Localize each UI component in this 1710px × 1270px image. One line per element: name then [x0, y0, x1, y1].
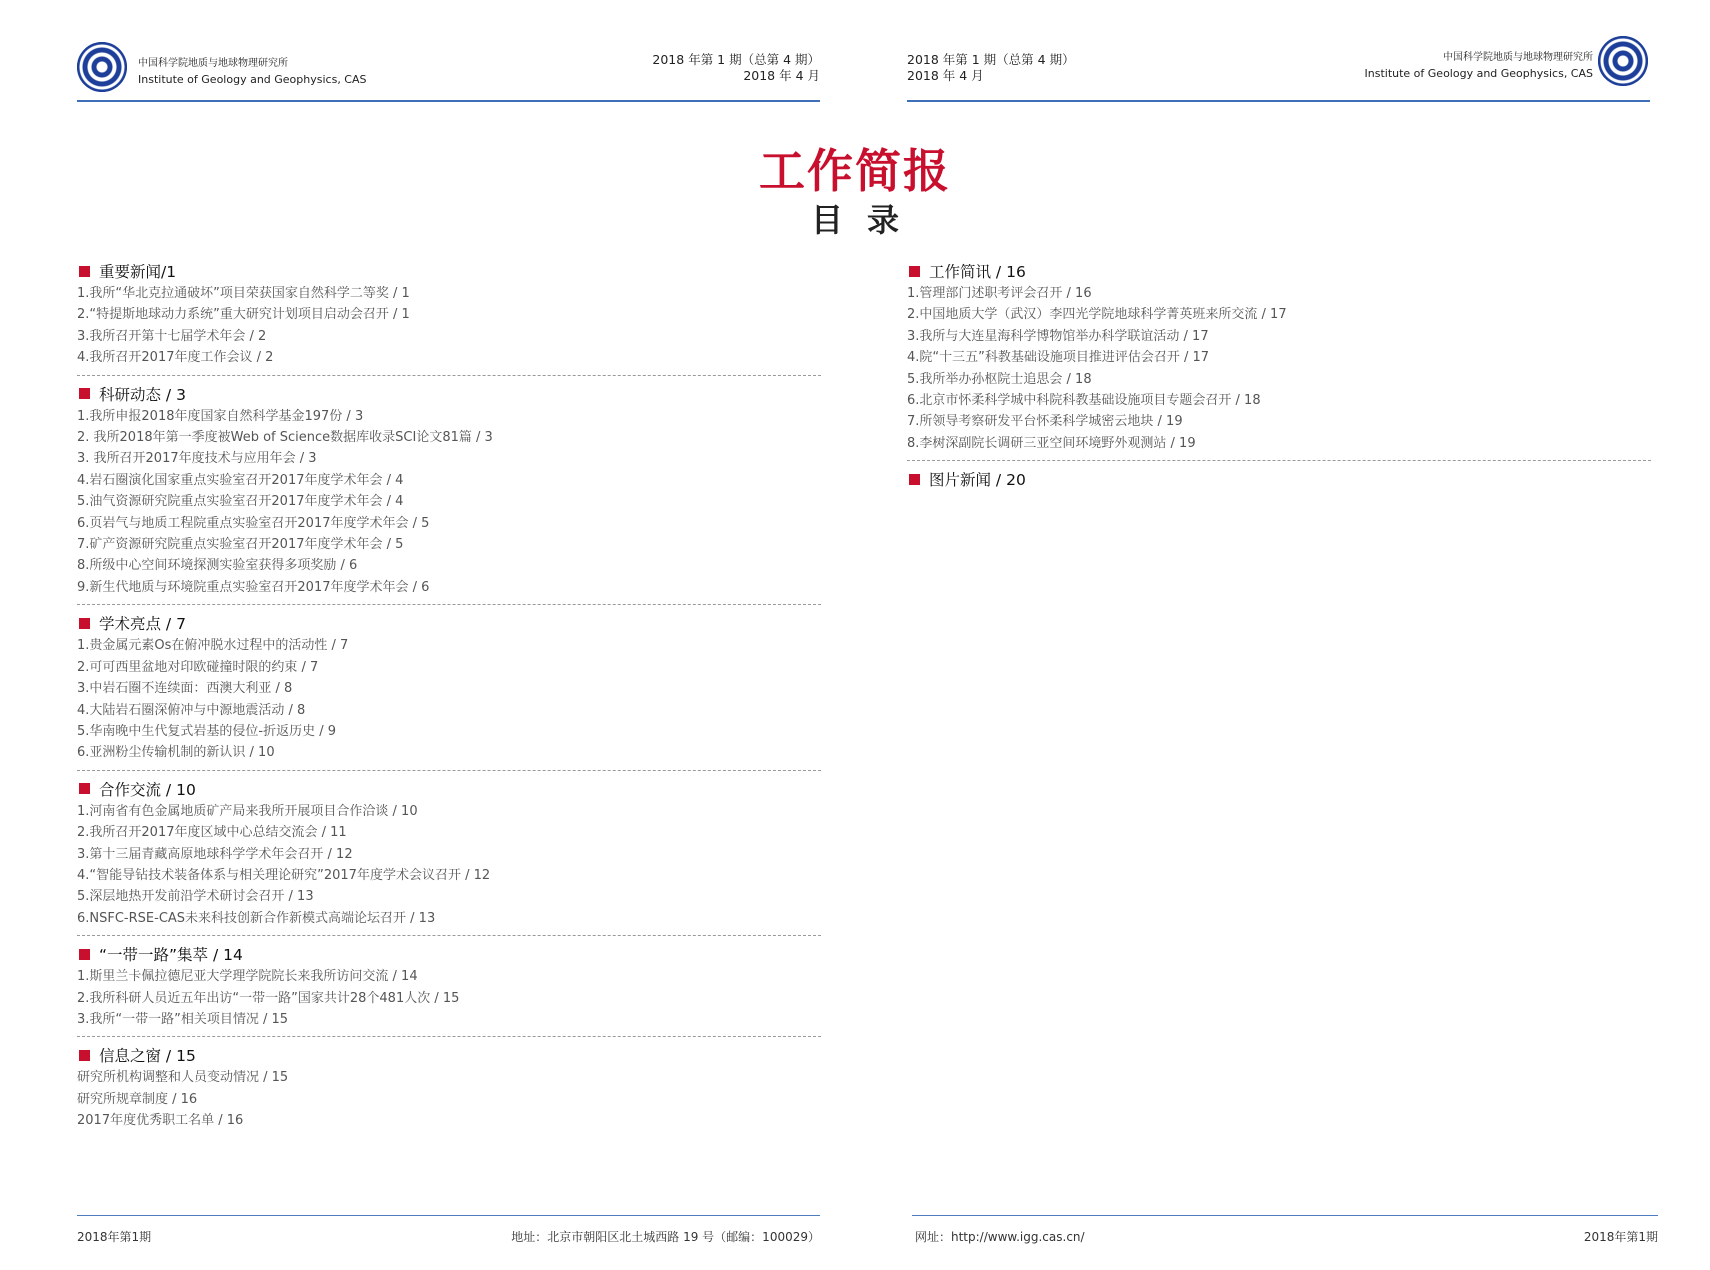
red-square-bullet-icon: [79, 266, 90, 277]
toc-item[interactable]: 4.我所召开2017年度工作会议 / 2: [77, 350, 274, 366]
header-left-institute: [138, 56, 367, 88]
institute-logo-icon-right: [1598, 36, 1648, 86]
red-square-bullet-icon: [909, 266, 920, 277]
footer-left-rule: [77, 1215, 820, 1216]
toc-item[interactable]: 2. 我所2018年第一季度被Web of Science数据库收录SCI论文81篇 / 3: [77, 430, 493, 446]
toc-item[interactable]: 1.我所申报2018年度国家自然科学基金197份 / 3: [77, 408, 364, 424]
toc-section-heading[interactable]: “一带一路”集萃 / 14: [77, 942, 821, 966]
issue-date: 2018 年 4 月: [743, 68, 820, 83]
toc-item[interactable]: 7.矿产资源研究院重点实验室召开2017年度学术年会 / 5: [77, 537, 404, 553]
toc-item[interactable]: 3.第十三届青藏高原地球科学学术年会召开 / 12: [77, 846, 353, 862]
toc-item[interactable]: 2.我所召开2017年度区域中心总结交流会 / 11: [77, 825, 347, 841]
footer-right-rule: [912, 1215, 1658, 1216]
toc-item[interactable]: 研究所规章制度 / 16: [77, 1091, 198, 1107]
institute-name-cn: 中国科学院地质与地球物理研究所: [138, 58, 288, 69]
header-left-issue: [652, 52, 820, 84]
institute-logo-icon-left: [77, 42, 127, 92]
footer-issue-right: 2018年第1期: [1583, 1230, 1658, 1244]
toc-section: [77, 382, 821, 606]
toc-item[interactable]: 7.所领导考察研发平台怀柔科学城密云地块 / 19: [907, 414, 1183, 430]
page-subtitle: 目录: [810, 201, 923, 239]
section-divider: [77, 604, 821, 605]
issue-number: 2018 年第 1 期（总第 4 期）: [652, 52, 820, 67]
toc-item[interactable]: 5.华南晚中生代复式岩基的侵位-折返历史 / 9: [77, 723, 337, 739]
toc-item[interactable]: 4.院“十三五”科教基础设施项目推进评估会召开 / 17: [907, 350, 1210, 366]
toc-item[interactable]: 8.李树深副院长调研三亚空间环境野外观测站 / 19: [907, 435, 1196, 451]
toc-item[interactable]: 3.我所与大连星海科学博物馆举办科学联谊活动 / 17: [907, 328, 1209, 344]
toc-item[interactable]: 2.中国地质大学（武汉）李四光学院地球科学菁英班来所交流 / 17: [907, 307, 1287, 323]
toc-section-heading[interactable]: 信息之窗 / 15: [77, 1043, 821, 1067]
toc-item[interactable]: 2017年度优秀职工名单 / 16: [77, 1113, 244, 1129]
toc-section-heading[interactable]: 重要新闻/1: [77, 259, 821, 283]
toc-section-heading[interactable]: 科研动态 / 3: [77, 382, 821, 406]
toc-item[interactable]: 2.可可西里盆地对印欧碰撞时限的约束 / 7: [77, 659, 319, 675]
issue-number: 2018 年第 1 期（总第 4 期）: [907, 52, 1075, 67]
toc-item[interactable]: 2.“特提斯地球动力系统”重大研究计划项目启动会召开 / 1: [77, 307, 410, 323]
toc-item[interactable]: 6.亚洲粉尘传输机制的新认识 / 10: [77, 745, 275, 761]
footer-issue-left: 2018年第1期: [77, 1230, 152, 1244]
toc-section: [77, 1043, 821, 1131]
toc-section: [77, 942, 821, 1037]
section-divider: [77, 1036, 821, 1037]
toc-item[interactable]: 8.所级中心空间环境探测实验室获得多项奖励 / 6: [77, 558, 358, 574]
toc-left-column: [77, 253, 821, 1132]
toc-item[interactable]: 6.页岩气与地质工程院重点实验室召开2017年度学术年会 / 5: [77, 515, 430, 531]
toc-item[interactable]: 1.河南省有色金属地质矿产局来我所开展项目合作洽谈 / 10: [77, 803, 418, 819]
toc-item[interactable]: 研究所机构调整和人员变动情况 / 15: [77, 1070, 289, 1086]
toc-section: [907, 259, 1651, 461]
toc-item[interactable]: 5.我所举办孙枢院士追思会 / 18: [907, 371, 1092, 387]
toc-section: [907, 467, 1651, 491]
toc-section-heading[interactable]: 工作简讯 / 16: [907, 259, 1651, 283]
institute-name-en: Institute of Geology and Geophysics, CAS: [138, 73, 367, 86]
red-square-bullet-icon: [79, 618, 90, 629]
toc-item[interactable]: 1.斯里兰卡佩拉德尼亚大学理学院院长来我所访问交流 / 14: [77, 969, 418, 985]
toc-right-column: [907, 253, 1651, 491]
header-right-issue: [907, 52, 1075, 84]
toc-item[interactable]: 5.深层地热开发前沿学术研讨会召开 / 13: [77, 889, 314, 905]
institute-name-en: Institute of Geology and Geophysics, CAS: [1364, 67, 1593, 80]
toc-item[interactable]: 3. 我所召开2017年度技术与应用年会 / 3: [77, 451, 317, 467]
red-square-bullet-icon: [79, 949, 90, 960]
header-right-institute: [1365, 50, 1594, 82]
footer-website-link[interactable]: 网址：http://www.igg.cas.cn/: [915, 1230, 1085, 1244]
toc-item[interactable]: 4.“智能导钻技术装备体系与相关理论研究”2017年度学术会议召开 / 12: [77, 867, 491, 883]
toc-item[interactable]: 3.我所召开第十七届学术年会 / 2: [77, 328, 267, 344]
toc-section-heading[interactable]: 合作交流 / 10: [77, 777, 821, 801]
section-divider: [77, 375, 821, 376]
page-title: 工作简报: [759, 144, 951, 198]
toc-item[interactable]: 4.大陆岩石圈深俯冲与中源地震活动 / 8: [77, 702, 306, 718]
toc-item[interactable]: 1.贵金属元素Os在俯冲脱水过程中的活动性 / 7: [77, 638, 349, 654]
red-square-bullet-icon: [909, 474, 920, 485]
toc-item[interactable]: 9.新生代地质与环境院重点实验室召开2017年度学术年会 / 6: [77, 579, 430, 595]
section-divider: [77, 935, 821, 936]
red-square-bullet-icon: [79, 388, 90, 399]
issue-date: 2018 年 4 月: [907, 68, 984, 83]
toc-item[interactable]: 3.中岩石圈不连续面：西澳大利亚 / 8: [77, 681, 293, 697]
red-square-bullet-icon: [79, 783, 90, 794]
toc-item[interactable]: 4.岩石圈演化国家重点实验室召开2017年度学术年会 / 4: [77, 472, 404, 488]
section-divider: [77, 770, 821, 771]
toc-section: [77, 259, 821, 376]
toc-section-heading[interactable]: 图片新闻 / 20: [907, 467, 1651, 491]
header-right-rule: [907, 100, 1650, 102]
section-divider: [907, 460, 1651, 461]
toc-item[interactable]: 3.我所“一带一路”相关项目情况 / 15: [77, 1011, 289, 1027]
toc-item[interactable]: 6.NSFC-RSE-CAS未来科技创新合作新模式高端论坛召开 / 13: [77, 910, 436, 926]
toc-section-heading[interactable]: 学术亮点 / 7: [77, 611, 821, 635]
red-square-bullet-icon: [79, 1050, 90, 1061]
toc-section: [77, 777, 821, 936]
toc-item[interactable]: 1.我所“华北克拉通破坏”项目荣获国家自然科学二等奖 / 1: [77, 286, 410, 301]
toc-section: [77, 611, 821, 770]
toc-item[interactable]: 1.管理部门述职考评会召开 / 16: [907, 286, 1092, 301]
header-left-rule: [77, 100, 820, 102]
toc-item[interactable]: 2.我所科研人员近五年出访“一带一路”国家共计28个481人次 / 15: [77, 990, 460, 1006]
footer-address: 地址：北京市朝阳区北土城西路 19 号（邮编：100029）: [511, 1230, 820, 1244]
institute-name-cn: 中国科学院地质与地球物理研究所: [1443, 52, 1593, 63]
toc-item[interactable]: 6.北京市怀柔科学城中科院科教基础设施项目专题会召开 / 18: [907, 393, 1261, 409]
toc-item[interactable]: 5.油气资源研究院重点实验室召开2017年度学术年会 / 4: [77, 494, 404, 510]
